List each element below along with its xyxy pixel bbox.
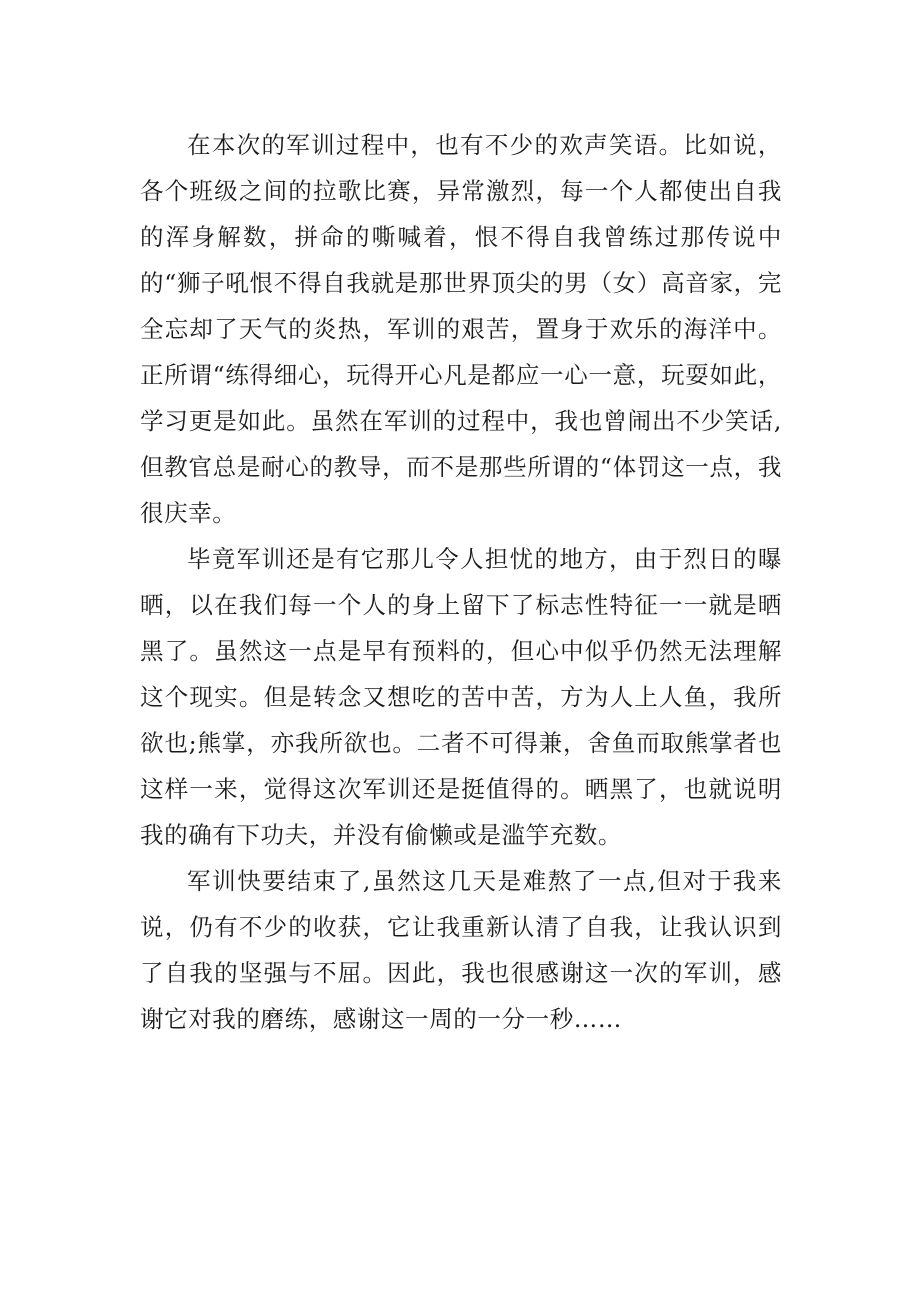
paragraph-3: 军训快要结束了,虽然这几天是难熬了一点,但对于我来说，仍有不少的收获，它让我重新认清了自我，让我认识到了自我的坚强与不屈。因此，我也很感谢这一次的军训，感谢它对我的磨练，感谢这一周的一分一秒……: [140, 867, 782, 1033]
document-body: [140, 122, 782, 1042]
paragraph-1: 在本次的军训过程中，也有不少的欢声笑语。比如说，各个班级之间的拉歌比赛，异常激烈，每一个人都使出自我的浑身解数，拼命的嘶喊着，恨不得自我曾练过那传说中的“狮子吼恨不得自我就是那世界顶尖的男（女）高音家，完全忘却了天气的炎热，军训的艰苦，置身于欢乐的海洋中。正所谓“练得细心，玩得开心凡是都应一心一意，玩耍如此，学习更是如此。虽然在军训的过程中，我也曾闹出不少笑话,但教官总是耐心的教导，而不是那些所谓的“体罚这一点，我很庆幸。: [140, 131, 782, 527]
paragraph-2: 毕竟军训还是有它那儿令人担忧的地方，由于烈日的曝晒，以在我们每一个人的身上留下了标志性特征一一就是晒黑了。虽然这一点是早有预料的，但心中似乎仍然无法理解这个现实。但是转念又想吃的苦中苦，方为人上人鱼，我所欲也;熊掌，亦我所欲也。二者不可得兼，舍鱼而取熊掌者也这样一来，觉得这次军训还是挺值得的。晒黑了，也就说明我的确有下功夫，并没有偷懒或是滥竽充数。: [140, 545, 782, 849]
